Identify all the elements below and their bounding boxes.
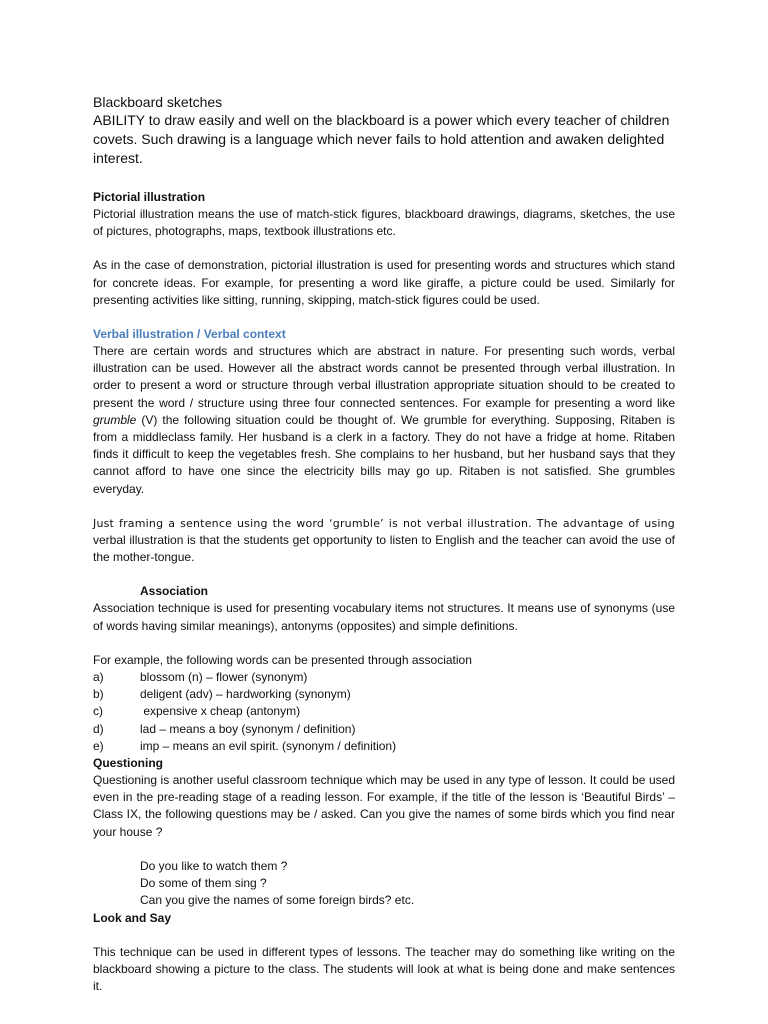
verbal-text-before: There are certain words and structures which are abstract in nature. For presenting such words, verbal illustration can be used. However all the abstract words cannot be presented through verbal illustration. In order to present a word or structure through verbal illustration appropriate situation should to be created to present the word / structure using three four connected sentences. For example for presenting a word like bbox=[93, 344, 675, 410]
section-heading-association: Association bbox=[140, 584, 209, 599]
look-and-say-paragraph-1: This technique can be used in different types of lessons. The teacher may do something like writing on the blackboard showing a picture to the class. The students will look at what is being done and make sentences it. bbox=[93, 944, 675, 993]
section-heading-questioning: Questioning bbox=[93, 756, 163, 771]
association-list bbox=[93, 669, 675, 755]
document-title: Blackboard sketches bbox=[93, 94, 223, 110]
section-heading-look-and-say: Look and Say bbox=[93, 910, 172, 925]
list-item-text: deligent (adv) – hardworking (synonym) bbox=[140, 687, 351, 702]
section-heading-verbal: Verbal illustration / Verbal context bbox=[93, 327, 286, 342]
pictorial-paragraph-2: As in the case of demonstration, pictorial illustration is used for presenting words and structures which stand for concrete ideas. For example, for presenting a word like giraffe, a picture could be used. Similarly for presenting activities like sitting, running, skipping, match-stick figures could be used. bbox=[93, 258, 675, 307]
verbal-condensed-line: Just framing a sentence using the word ‘grumble’ is not verbal illustration. The advantage of using bbox=[93, 516, 675, 530]
list-item bbox=[93, 686, 675, 703]
verbal-text-rest: verbal illustration is that the students get opportunity to listen to English and the teacher can avoid the use of the mother-tongue. bbox=[93, 533, 675, 565]
questioning-paragraph-1: Questioning is another useful classroom technique which may be used in any type of lesson. It could be used even in the pre-reading stage of a reading lesson. For example, if the title of the lesson is ‘Beautiful Birds’ – Class IX, the following questions may be / asked. Can you give the names of some birds which you find near your house ? bbox=[93, 773, 675, 839]
verbal-paragraph-2 bbox=[93, 515, 675, 567]
list-item bbox=[93, 721, 675, 738]
list-marker: a) bbox=[93, 670, 104, 685]
association-list-intro: For example, the following words can be presented through association bbox=[93, 652, 472, 667]
list-item-text: imp – means an evil spirit. (synonym / definition) bbox=[140, 738, 397, 753]
verbal-italic-word: grumble bbox=[93, 412, 137, 427]
list-item-text: expensive x cheap (antonym) bbox=[140, 704, 301, 719]
verbal-paragraph-1 bbox=[93, 343, 675, 498]
list-marker: c) bbox=[93, 704, 103, 719]
list-marker: e) bbox=[93, 738, 104, 753]
question-item: Do you like to watch them ? bbox=[140, 858, 288, 873]
verbal-text-after: (V) the following situation could be thought of. We grumble for everything. Supposing, Ritaben is from a middleclass family. Her husband is a clerk in a factory. They do not have a fridge at home. Ritaben finds it difficult to keep the vegetables fresh. She complains to her husband, but her husband says that they cannot afford to have one since the electricity bills may go up. Ritaben is not satisfied. She grumbles everyday. bbox=[93, 412, 675, 496]
question-list bbox=[93, 858, 675, 910]
question-item: Do some of them sing ? bbox=[140, 876, 267, 891]
pictorial-paragraph-1: Pictorial illustration means the use of match-stick figures, blackboard drawings, diagrams, sketches, the use of pictures, photographs, maps, textbook illustrations etc. bbox=[93, 207, 675, 239]
list-item bbox=[93, 669, 675, 686]
list-item-text: blossom (n) – flower (synonym) bbox=[140, 670, 308, 685]
section-heading-pictorial: Pictorial illustration bbox=[93, 190, 206, 204]
list-item bbox=[93, 738, 675, 755]
list-item bbox=[93, 703, 675, 720]
list-marker: d) bbox=[93, 721, 104, 736]
document-body bbox=[93, 93, 675, 995]
intro-paragraph: ABILITY to draw easily and well on the blackboard is a power which every teacher of children covets. Such drawing is a language which never fails to hold attention and awaken delighted interest. bbox=[93, 112, 670, 166]
list-marker: b) bbox=[93, 687, 104, 702]
association-paragraph-1: Association technique is used for presenting vocabulary items not structures. It means use of synonyms (use of words having similar meanings), antonyms (opposites) and simple definitions. bbox=[93, 601, 675, 633]
list-item-text: lad – means a boy (synonym / definition) bbox=[140, 721, 356, 736]
question-item: Can you give the names of some foreign birds? etc. bbox=[140, 893, 415, 908]
